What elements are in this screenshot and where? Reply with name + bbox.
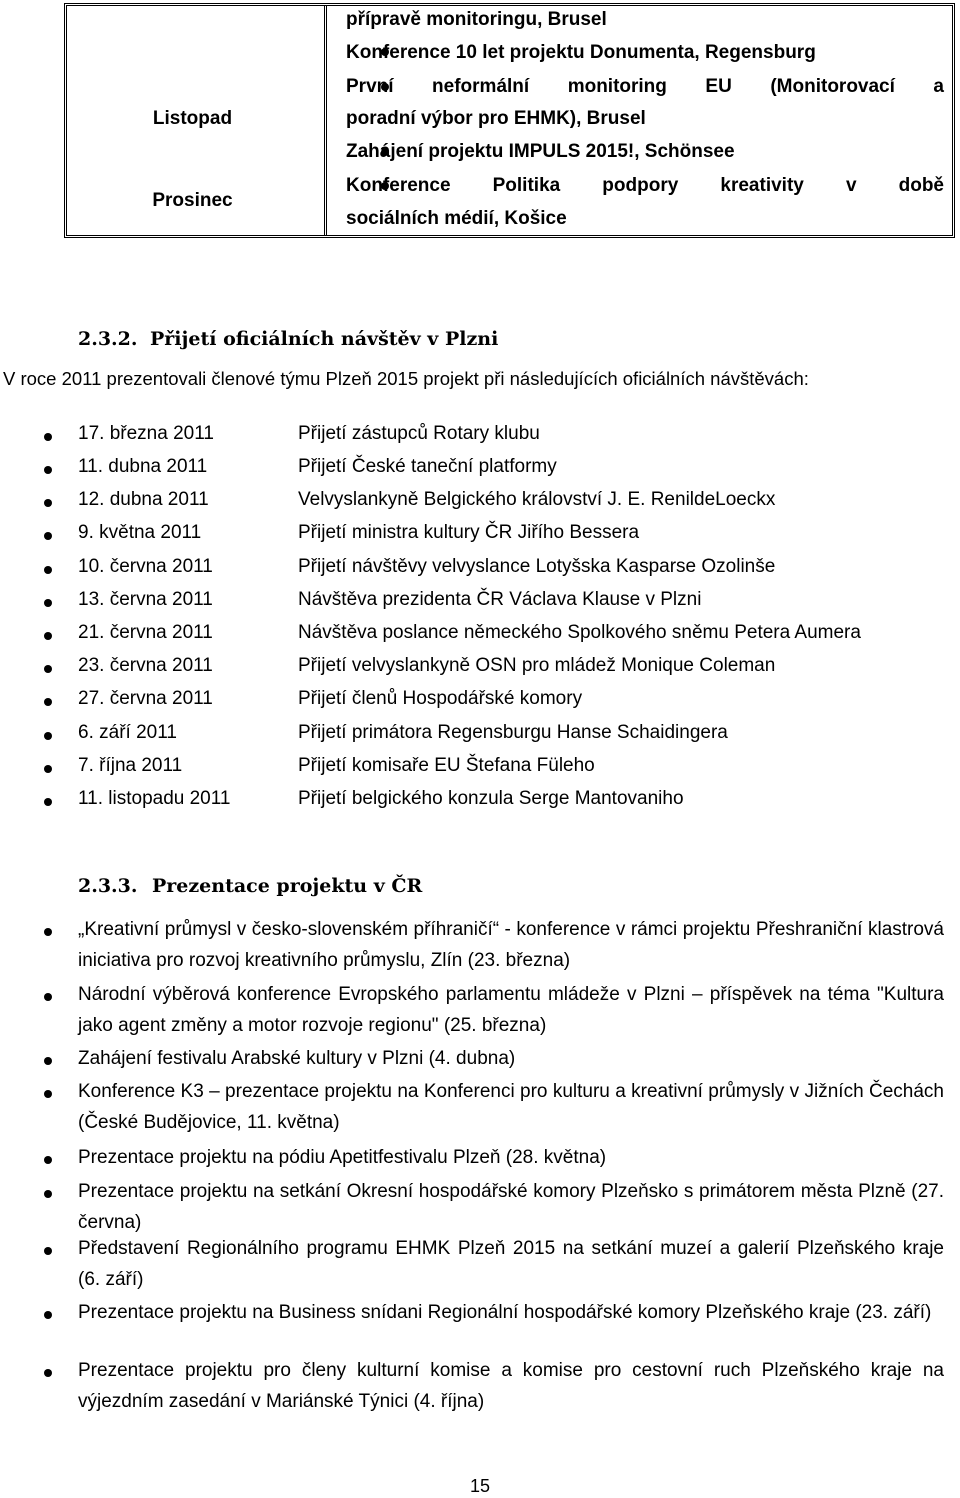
section-intro: V roce 2011 prezentovali členové týmu Plzeň 2015 projekt při následujících oficiálních návštěvách:: [3, 368, 809, 389]
visit-item: [0, 423, 960, 456]
visit-description: Přijetí zástupců Rotary klubu: [298, 423, 540, 444]
visit-date: 13. června 2011: [78, 589, 213, 610]
presentation-text: Prezentace projektu na Business snídani Regionální hospodářské komory Plzeňského kraje (23. září): [78, 1302, 932, 1323]
visit-description: Velvyslankyně Belgického království J. E. RenildeLoeckx: [298, 489, 776, 510]
visit-description: Přijetí členů Hospodářské komory: [298, 688, 583, 709]
section-title: Prezentace projektu v ČR: [152, 875, 423, 897]
visit-date: 12. dubna 2011: [78, 489, 209, 510]
visit-item: [0, 522, 960, 555]
visit-item: [0, 722, 960, 755]
month-cell-prosinec: Prosinec: [152, 190, 233, 211]
month-cell-listopad: Listopad: [152, 108, 233, 129]
section-heading-presentations: [78, 875, 422, 897]
table-item: Zahájení projektu IMPULS 2015!, Schönsee: [346, 141, 735, 162]
visit-description: Přijetí komisaře EU Štefana Füleho: [298, 755, 595, 776]
bullet-icon: [44, 632, 52, 640]
section-heading-visits: [78, 328, 498, 350]
presentation-text: Prezentace projektu na pódiu Apetitfestivalu Plzeň (28. května): [78, 1147, 607, 1168]
visit-item: [0, 589, 960, 622]
bullet-icon: [44, 1057, 52, 1065]
presentation-text: Prezentace projektu pro členy kulturní komise a komise pro cestovní ruch Plzeňského kraje na výjezdním zasedání v Mariánské Týnici (4. října): [78, 1360, 944, 1412]
bullet-icon: [44, 1369, 52, 1377]
table-item-continuation-line: poradní výbor pro EHMK), Brusel: [346, 108, 646, 129]
table-item: První neformální monitoring EU (Monitorovací a: [346, 76, 944, 97]
bullet-icon: [44, 928, 52, 936]
visit-description: Přijetí České taneční platformy: [298, 456, 557, 477]
presentation-text: Představení Regionálního programu EHMK Plzeň 2015 na setkání muzeí a galerií Plzeňského kraje (6. září): [78, 1238, 944, 1290]
page-number: 15: [469, 1476, 491, 1496]
visit-item: [0, 755, 960, 788]
visit-description: Přijetí primátora Regensburgu Hanse Schaidingera: [298, 722, 728, 743]
visit-description: Přijetí ministra kultury ČR Jiřího Bessera: [298, 522, 640, 543]
bullet-icon: [44, 993, 52, 1001]
visit-date: 23. června 2011: [78, 655, 213, 676]
visit-date: 9. května 2011: [78, 522, 202, 543]
visit-item: [0, 489, 960, 522]
visit-item: [0, 655, 960, 688]
visit-date: 21. června 2011: [78, 622, 213, 643]
visit-item: [0, 556, 960, 589]
presentation-text: Konference K3 – prezentace projektu na Konferenci pro kulturu a kreativní průmysly v Jižních Čechách (České Budějovice, 11. května): [78, 1081, 944, 1133]
visit-date: 11. listopadu 2011: [78, 788, 231, 809]
bullet-icon: [44, 599, 52, 607]
visit-item: [0, 622, 960, 655]
visit-date: 6. září 2011: [78, 722, 177, 743]
bullet-icon: [44, 732, 52, 740]
visit-date: 7. října 2011: [78, 755, 183, 776]
bullet-icon: [44, 798, 52, 806]
visit-description: Přijetí velvyslankyně OSN pro mládež Monique Coleman: [298, 655, 776, 676]
bullet-icon: [44, 532, 52, 540]
bullet-icon: [44, 1311, 52, 1319]
bullet-icon: [44, 566, 52, 574]
bullet-icon: [44, 466, 52, 474]
bullet-icon: [44, 1247, 52, 1255]
visit-date: 27. června 2011: [78, 688, 213, 709]
bullet-icon: [44, 665, 52, 673]
section-title: Přijetí oficiálních návštěv v Plzni: [150, 328, 499, 350]
visit-date: 10. června 2011: [78, 556, 213, 577]
visit-item: [0, 788, 960, 821]
visit-description: Přijetí návštěvy velvyslance Lotyšska Kasparse Ozolinše: [298, 556, 776, 577]
bullet-icon: [44, 765, 52, 773]
table-item-continuation-line: sociálních médií, Košice: [346, 208, 567, 229]
presentation-text: Národní výběrová konference Evropského parlamentu mládeže v Plzni – příspěvek na téma "Kultura jako agent změny a motor rozvoje regionu" (25. března): [78, 984, 944, 1036]
table-column-divider: [324, 6, 327, 235]
bullet-icon: [44, 499, 52, 507]
section-number: 2.3.3.: [78, 875, 138, 897]
bullet-icon: [44, 1156, 52, 1164]
visit-description: Přijetí belgického konzula Serge Mantovaniho: [298, 788, 684, 809]
table-item-continuation: přípravě monitoringu, Brusel: [346, 9, 607, 30]
bullet-icon: [44, 698, 52, 706]
table-item: Konference 10 let projektu Donumenta, Regensburg: [346, 42, 816, 63]
visit-item: [0, 688, 960, 721]
presentation-text: Zahájení festivalu Arabské kultury v Plzni (4. dubna): [78, 1048, 516, 1069]
section-number: 2.3.2.: [78, 328, 138, 350]
visit-item: [0, 456, 960, 489]
visit-date: 17. března 2011: [78, 423, 214, 444]
visit-description: Návštěva prezidenta ČR Václava Klause v Plzni: [298, 589, 702, 610]
visit-description: Návštěva poslance německého Spolkového sněmu Petera Aumera: [298, 622, 861, 643]
bullet-icon: [44, 1190, 52, 1198]
presentation-text: Prezentace projektu na setkání Okresní hospodářské komory Plzeňsko s primátorem města Plzně (27. června): [78, 1181, 944, 1233]
bullet-icon: [44, 1090, 52, 1098]
visit-date: 11. dubna 2011: [78, 456, 208, 477]
presentation-text: „Kreativní průmysl v česko-slovenském příhraničí“ - konference v rámci projektu Přeshraniční klastrová iniciativa pro rozvoj kreativního průmyslu, Zlín (23. března): [78, 919, 944, 971]
bullet-icon: [44, 433, 52, 441]
table-item: Konference Politika podpory kreativity v době: [346, 175, 944, 196]
